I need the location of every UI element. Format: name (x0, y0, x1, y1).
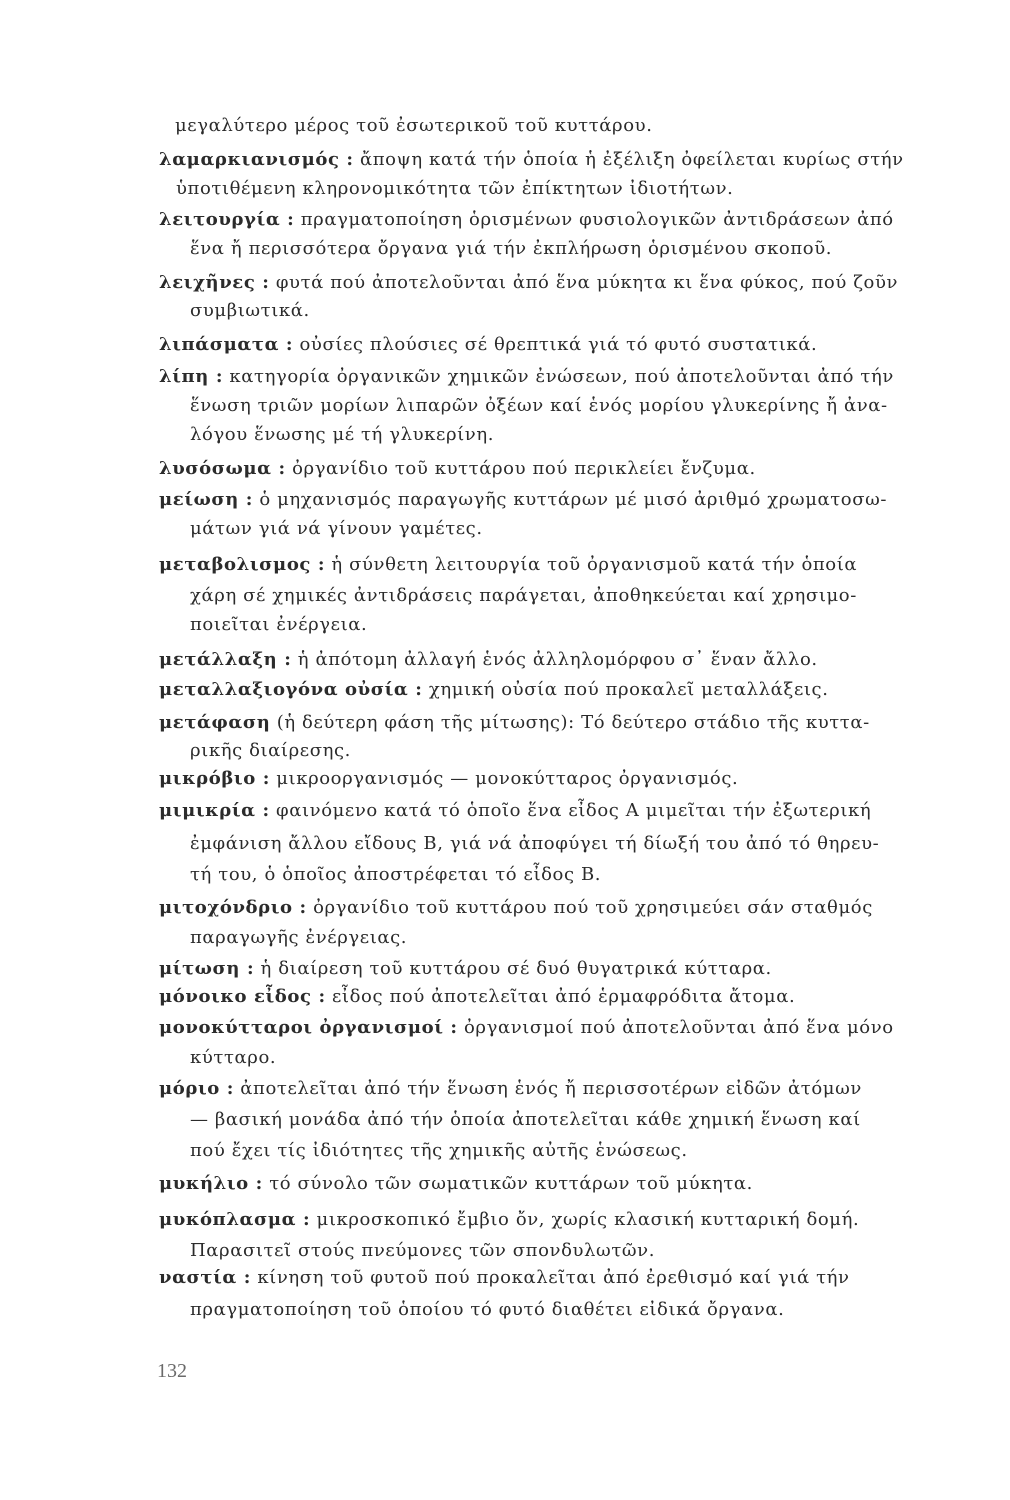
definition-text: εἶδος πού ἀποτελεῖται ἀπό ἑρμαφρόδιτα ἄτομα. (325, 986, 796, 1007)
text-line (159, 798, 1010, 824)
glossary-term: ναστία : (159, 1267, 251, 1288)
glossary-term: μιμικρία : (159, 800, 270, 821)
glossary-term: λιπάσματα : (159, 334, 294, 355)
definition-text: χημική οὐσία πού προκαλεῖ μεταλλάξεις. (422, 679, 829, 700)
definition-text: πραγματοποίηση τοῦ ὁποίου τό φυτό διαθέτει εἰδικά ὄργανα. (190, 1299, 785, 1320)
definition-text: ποιεῖται ἐνέργεια. (190, 614, 368, 635)
definition-text: πραγματοποίηση ὁρισμένων φυσιολογικῶν ἀντιδράσεων ἀπό (294, 209, 894, 230)
definition-text: φυτά πού ἀποτελοῦνται ἀπό ἕνα μύκητα κι ἕνα φύκος, πού ζοῦν (269, 272, 899, 293)
definition-text: κίνηση τοῦ φυτοῦ πού προκαλεῖται ἀπό ἐρεθισμό καί γιά τήν (251, 1267, 850, 1288)
text-line (190, 1297, 1010, 1323)
text-line (159, 647, 1010, 673)
definition-text: οὐσίες πλούσιες σέ θρεπτικά γιά τό φυτό συστατικά. (293, 334, 818, 355)
text-line (159, 207, 1010, 233)
text-line (159, 1171, 1010, 1197)
glossary-term: μυκόπλασμα : (159, 1209, 311, 1230)
glossary-term: μιτοχόνδριο : (159, 897, 307, 918)
definition-text: ἐμφάνιση ἄλλου εἴδους Β, γιά νά ἀποφύγει τή δίωξή του ἀπό τό θηρευ- (190, 833, 880, 854)
text-line (190, 925, 1010, 951)
text-line (159, 364, 1010, 390)
definition-text: ἕνωση τριῶν μορίων λιπαρῶν ὀξέων καί ἑνός μορίου γλυκερίνης ἤ ἀνα- (190, 395, 888, 416)
text-line (190, 738, 1010, 764)
definition-text: φαινόμενο κατά τό ὁποῖο ἕνα εἶδος Α μιμεῖται τήν ἐξωτερική (269, 800, 872, 821)
definition-text: ἄποψη κατά τήν ὁποία ἡ ἐξέλιξη ὀφείλεται κυρίως στήν (353, 149, 904, 170)
text-line (190, 583, 1010, 609)
definition-text: χάρη σέ χημικές ἀντιδράσεις παράγεται, ἀποθηκεύεται καί χρησιμο- (190, 585, 857, 606)
definition-text: κύτταρο. (190, 1047, 277, 1068)
text-line (190, 516, 1010, 542)
text-line (190, 1238, 1010, 1264)
definition-text: συμβιωτικά. (190, 300, 310, 321)
text-line (159, 984, 1010, 1010)
definition-text: λόγου ἕνωσης μέ τή γλυκερίνη. (190, 424, 495, 445)
definition-text: ἀποτελεῖται ἀπό τήν ἕνωση ἑνός ἤ περισσοτέρων εἰδῶν ἀτόμων (233, 1078, 862, 1099)
definition-text: ἡ σύνθετη λειτουργία τοῦ ὀργανισμοῦ κατά τήν ὁποία (325, 554, 858, 575)
text-line (190, 298, 1010, 324)
glossary-term: μεταλλαξιογόνα οὐσία : (159, 679, 423, 700)
definition-text: μεγαλύτερο μέρος τοῦ ἐσωτερικοῦ τοῦ κυττάρου. (175, 115, 653, 136)
text-line (159, 1076, 1010, 1102)
text-line (159, 332, 1010, 358)
glossary-term: λίπη : (159, 366, 224, 387)
definition-text: ὀργανισμοί πού ἀποτελοῦνται ἀπό ἕνα μόνο (457, 1017, 894, 1038)
definition-text: — βασική μονάδα ἀπό τήν ὁποία ἀποτελεῖται κάθε χημική ἕνωση καί (190, 1109, 861, 1130)
text-line (159, 147, 1010, 173)
text-line (159, 552, 1010, 578)
definition-text: Παρασιτεῖ στούς πνεύμονες τῶν σπονδυλωτῶν. (190, 1240, 656, 1261)
text-line (159, 956, 1010, 982)
glossary-term: μικρόβιο : (159, 768, 270, 789)
definition-text: ὁ μηχανισμός παραγωγῆς κυττάρων μέ μισό ἀριθμό χρωματοσω- (253, 489, 888, 510)
text-line (190, 236, 1010, 262)
text-line (159, 270, 1010, 296)
definition-text: κατηγορία ὀργανικῶν χημικῶν ἐνώσεων, πού ἀποτελοῦνται ἀπό τήν (223, 366, 894, 387)
glossary-term: μίτωση : (159, 958, 255, 979)
glossary-term: μετάλλαξη : (159, 649, 292, 670)
definition-text: ρικῆς διαίρεσης. (190, 740, 351, 761)
text-line (159, 710, 1010, 736)
glossary-term: λαμαρκιανισμός : (159, 149, 354, 170)
text-line (159, 766, 1010, 792)
text-line (175, 113, 1010, 139)
text-line (159, 895, 1010, 921)
text-line (190, 1138, 1010, 1164)
text-line (190, 422, 1010, 448)
definition-text: μικροοργανισμός — μονοκύτταρος ὀργανισμός. (269, 768, 739, 789)
glossary-term: μονοκύτταροι ὀργανισμοί : (159, 1017, 458, 1038)
definition-text: πού ἔχει τίς ἰδιότητες τῆς χημικῆς αὐτῆς ἑνώσεως. (190, 1140, 688, 1161)
definition-text: τό σύνολο τῶν σωματικῶν κυττάρων τοῦ μύκητα. (262, 1173, 753, 1194)
text-line (190, 1107, 1010, 1133)
text-line (159, 1207, 1010, 1233)
text-line (159, 1265, 1010, 1291)
definition-text: παραγωγῆς ἐνέργειας. (190, 927, 408, 948)
glossary-term: λειτουργία : (159, 209, 295, 230)
definition-text: μικροσκοπικό ἔμβιο ὄν, χωρίς κλασική κυτταρική δομή. (310, 1209, 860, 1230)
text-line (159, 456, 1010, 482)
definition-text: ὀργανίδιο τοῦ κυττάρου πού τοῦ χρησιμεύει σάν σταθμός (306, 897, 873, 918)
text-line (159, 487, 1010, 513)
definition-text: τή του, ὁ ὁποῖος ἀποστρέφεται τό εἶδος Β. (190, 864, 602, 885)
definition-text: ἡ διαίρεση τοῦ κυττάρου σέ δυό θυγατρικά κύτταρα. (254, 958, 772, 979)
text-line (176, 176, 1010, 202)
text-line (190, 862, 1010, 888)
text-line (190, 612, 1010, 638)
glossary-term: μόνοικο εἶδος : (159, 986, 326, 1007)
glossary-term: μόριο : (159, 1078, 234, 1099)
glossary-term: λειχῆνες : (159, 272, 270, 293)
text-line (159, 677, 1010, 703)
text-line (190, 831, 1010, 857)
definition-text: ἡ ἀπότομη ἀλλαγή ἑνός ἀλληλομόρφου σ᾽ ἕναν ἄλλο. (291, 649, 818, 670)
definition-text: ὀργανίδιο τοῦ κυττάρου πού περικλείει ἔνζυμα. (285, 458, 756, 479)
definition-text: μάτων γιά νά γίνουν γαμέτες. (190, 518, 483, 539)
definition-text: ἕνα ἤ περισσότερα ὄργανα γιά τήν ἐκπλήρωση ὁρισμένου σκοποῦ. (190, 238, 833, 259)
glossary-term: μετάφαση (159, 712, 271, 733)
definition-text: (ἡ δεύτερη φάση τῆς μίτωσης): Τό δεύτερο στάδιο τῆς κυττα- (270, 712, 870, 733)
glossary-term: μείωση : (159, 489, 254, 510)
definition-text: ὑποτιθέμενη κληρονομικότητα τῶν ἐπίκτητων ἰδιοτήτων. (176, 178, 734, 199)
glossary-term: μυκήλιο : (159, 1173, 263, 1194)
text-line (190, 393, 1010, 419)
text-line (159, 1015, 1010, 1041)
page-number: 132 (157, 1360, 187, 1382)
glossary-term: λυσόσωμα : (159, 458, 286, 479)
glossary-term: μεταβολισμος : (159, 554, 326, 575)
text-line (190, 1045, 1010, 1071)
